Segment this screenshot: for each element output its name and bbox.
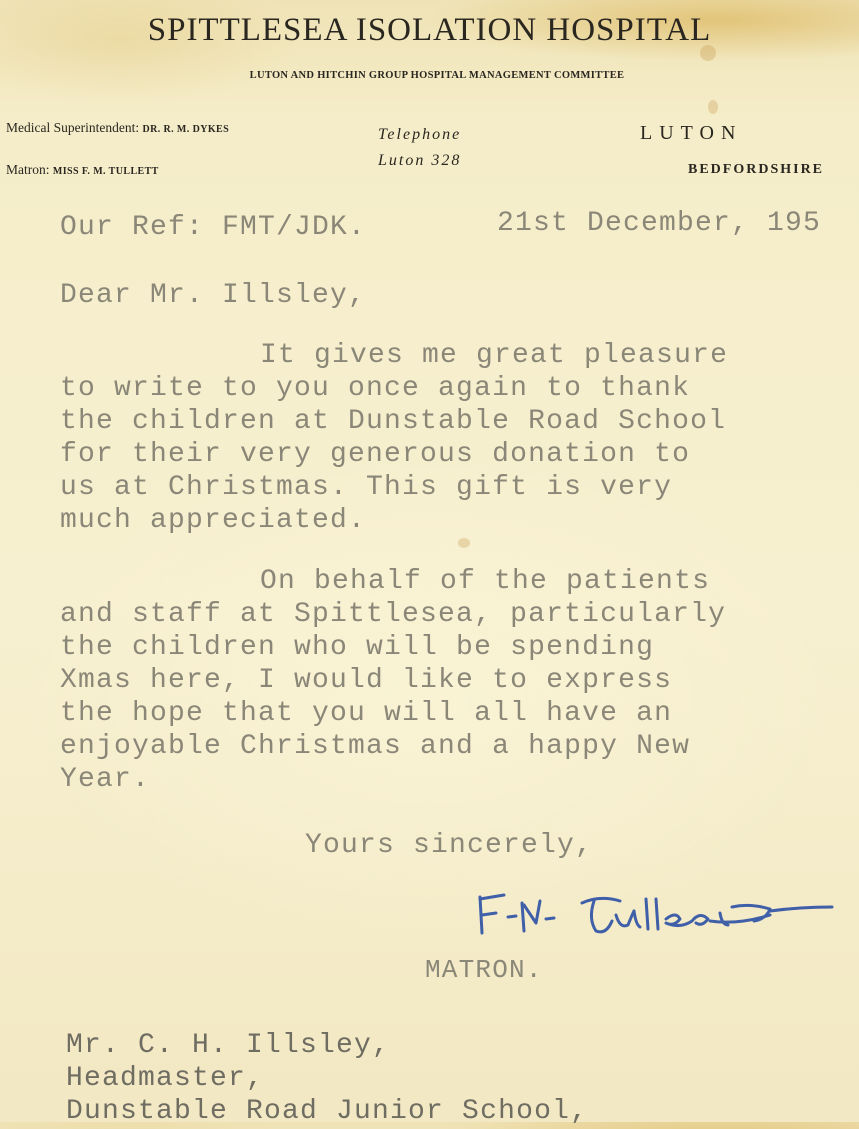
recipient-address: [66, 1030, 588, 1129]
paragraph-1: [60, 340, 728, 538]
paragraph-line: us at Christmas. This gift is very: [60, 472, 673, 503]
paragraph-line: for their very generous donation to: [60, 439, 691, 470]
paragraph-line: and staff at Spittlesea, particularly: [60, 599, 727, 630]
matron-line: [6, 162, 159, 178]
paragraph-line: Year.: [60, 764, 151, 795]
paragraph-2: [60, 566, 726, 797]
superintendent-label: Medical Superintendent:: [6, 120, 140, 135]
paragraph-line: enjoyable Christmas and a happy New: [60, 731, 691, 762]
committee-name: LUTON AND HITCHIN GROUP HOSPITAL MANAGEMENT COMMITTEE: [249, 70, 625, 81]
signature-image: [470, 885, 840, 945]
paragraph-line: the children who will be spending: [60, 632, 655, 663]
county: BEDFORDSHIRE: [688, 162, 825, 177]
address-line: Dunstable Road Junior School,: [66, 1096, 589, 1127]
paragraph-line: to write to you once again to thank: [60, 373, 691, 404]
reference: Our Ref: FMT/JDK.: [60, 212, 367, 243]
matron-name: MISS F. M. TULLETT: [52, 166, 159, 177]
paragraph-line: the children at Dunstable Road School: [60, 406, 727, 437]
telephone-number: Luton 328: [378, 152, 462, 169]
paper-stain: [458, 538, 470, 548]
paragraph-line: Xmas here, I would like to express: [60, 665, 673, 696]
closing: Yours sincerely,: [305, 830, 594, 861]
salutation: Dear Mr. Illsley,: [60, 280, 367, 311]
paragraph-line: On behalf of the patients: [260, 566, 711, 597]
address-line: Mr. C. H. Illsley,: [66, 1030, 391, 1061]
address-line: Headmaster,: [66, 1063, 265, 1094]
superintendent-line: [6, 120, 229, 136]
superintendent-name: DR. R. M. DYKES: [142, 124, 230, 135]
hospital-name: SPITTLESEA ISOLATION HOSPITAL: [147, 12, 712, 48]
signatory-title: MATRON.: [425, 955, 543, 985]
paragraph-line: the hope that you will all have an: [60, 698, 673, 729]
matron-label: Matron:: [6, 162, 50, 177]
paper-stain: [708, 100, 718, 114]
paragraph-line: It gives me great pleasure: [260, 340, 729, 371]
telephone-label: Telephone: [378, 126, 462, 143]
letter-date: 21st December, 195: [497, 208, 822, 239]
paragraph-line: much appreciated.: [60, 505, 367, 536]
town: LUTON: [640, 122, 743, 144]
